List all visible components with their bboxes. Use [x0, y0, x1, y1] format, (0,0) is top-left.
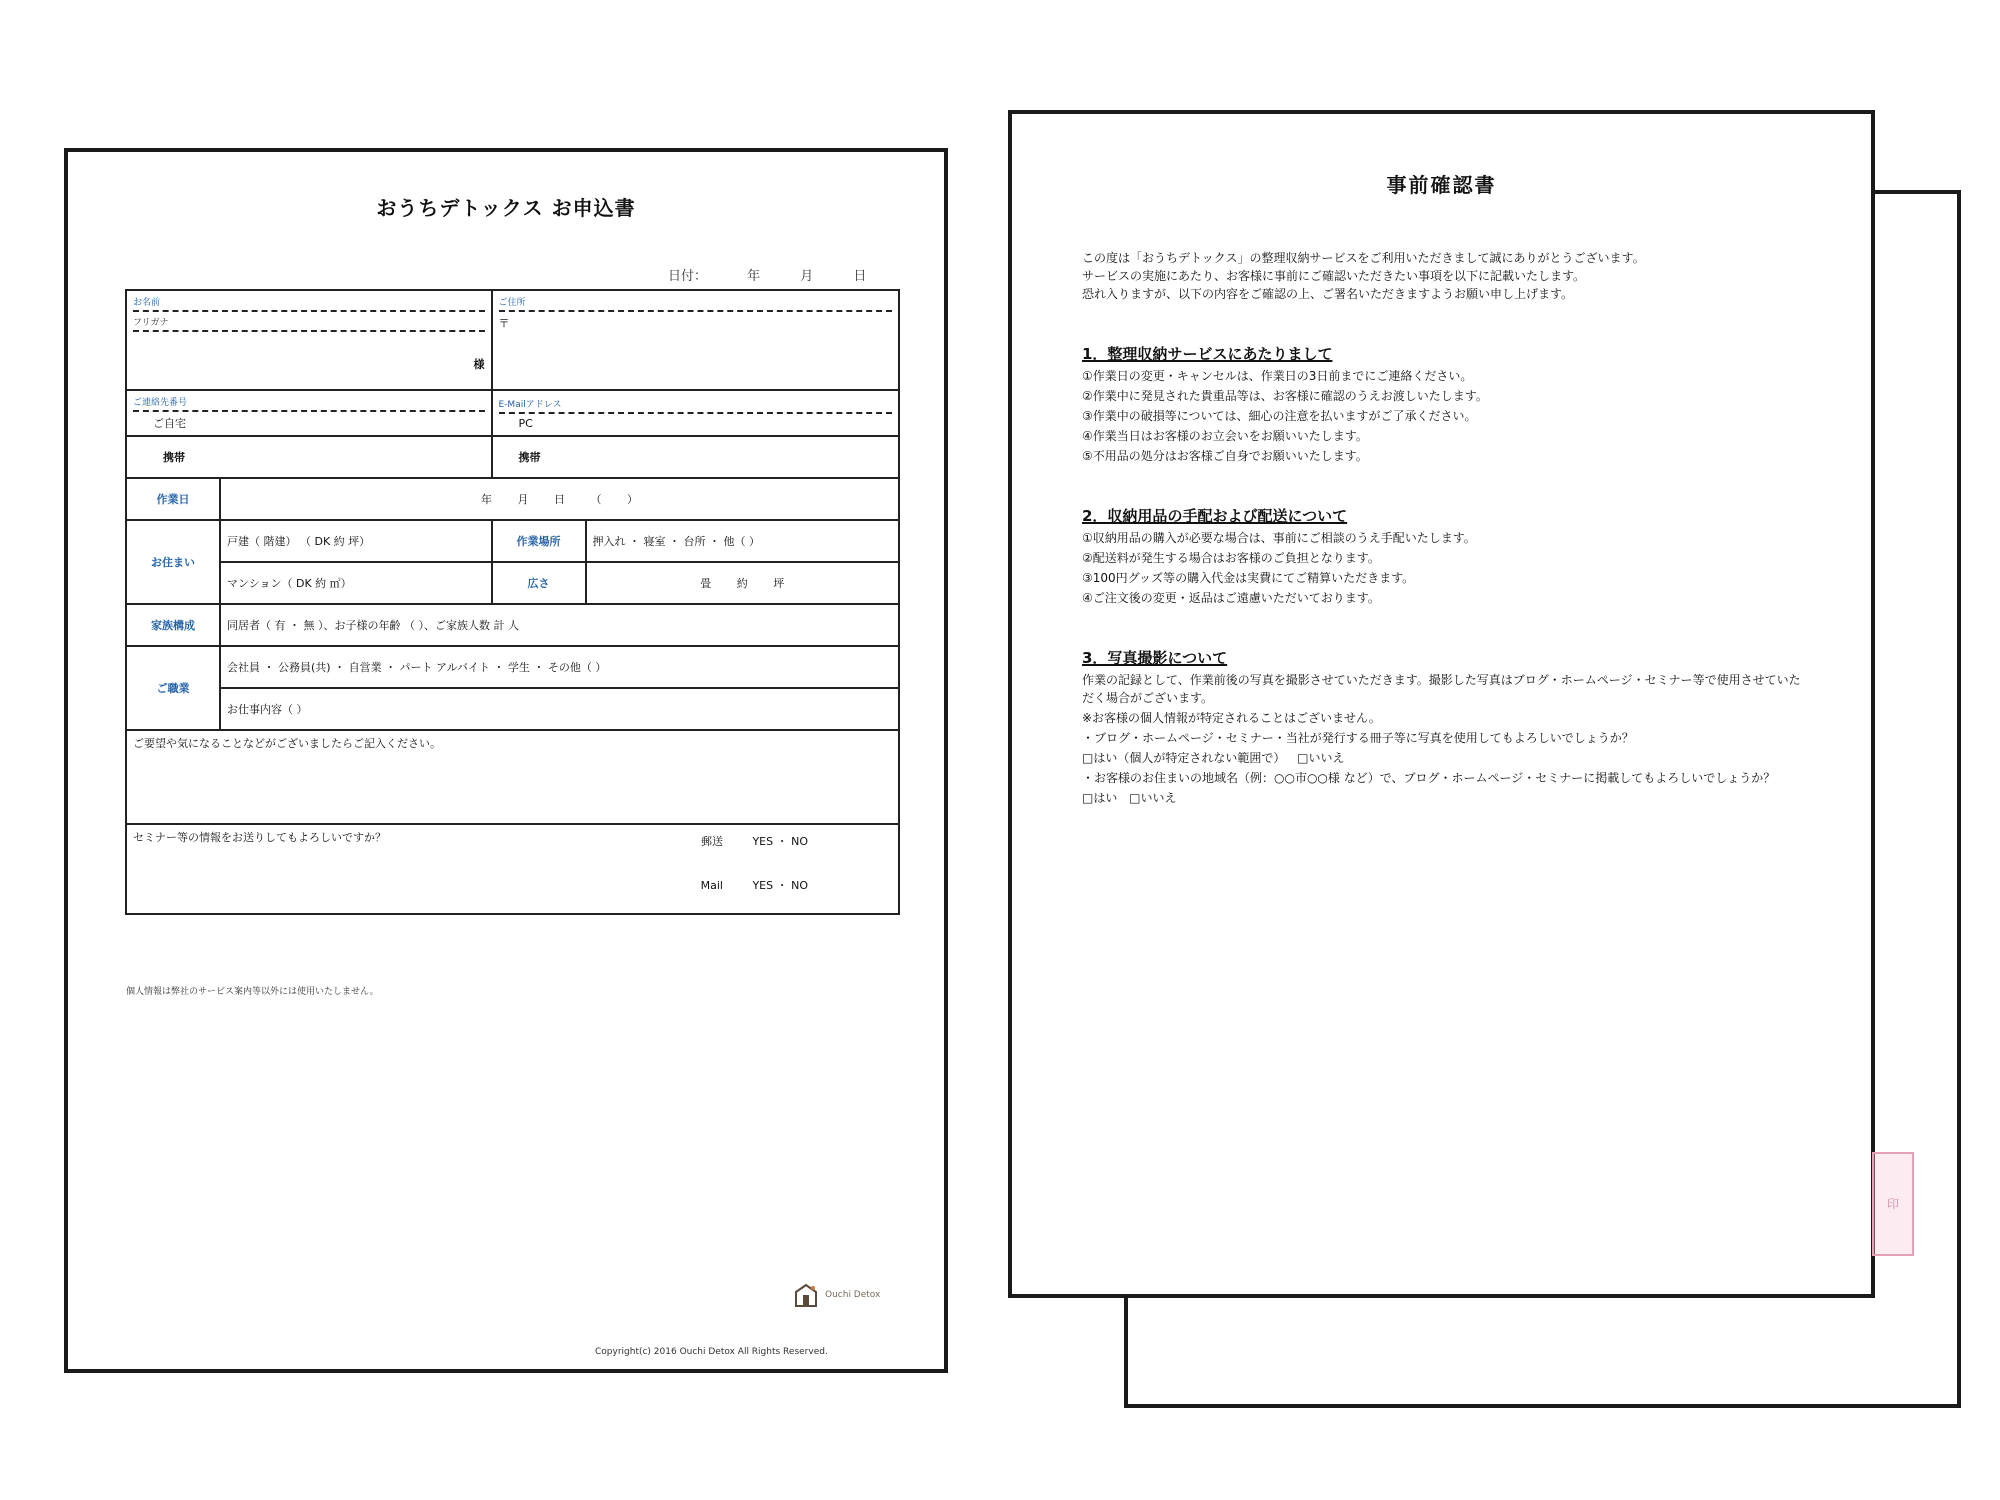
- photo-question-1: ・ブログ・ホームページ・セミナー・当社が発行する冊子等に写真を使用してもよろしいでしょうか？: [1082, 731, 1634, 745]
- work-place-label: 作業場所: [492, 520, 586, 562]
- house-icon: [793, 1282, 819, 1308]
- newsletter-mail-option[interactable]: Mail YES ・ NO: [700, 879, 808, 892]
- address-cell[interactable]: ご住所 〒: [492, 290, 900, 390]
- postal-mark: 〒: [498, 317, 510, 330]
- phone-mobile-cell[interactable]: 携帯: [126, 436, 492, 478]
- section-item: ①収納用品の購入が必要な場合は、事前にご相談のうえ手配いたします。: [1082, 531, 1476, 545]
- confirmation-document-sheet: [1008, 110, 1875, 1298]
- section-item: ②配送料が発生する場合はお客様のご負担となります。: [1082, 551, 1380, 565]
- size-label: 広さ: [492, 562, 586, 604]
- seal-stamp: 印: [1872, 1152, 1914, 1256]
- work-place-value[interactable]: 押入れ ・ 寝室 ・ 台所 ・ 他（ ）: [586, 520, 900, 562]
- privacy-footnote: 個人情報は弊社のサービス案内等以外には使用いたしません。: [126, 987, 379, 997]
- name-cell[interactable]: お名前 フリガナ 様: [126, 290, 492, 390]
- section-item: ②作業中に発見された貴重品等は、お客様に確認のうえお渡しいたします。: [1082, 389, 1488, 403]
- size-value[interactable]: 畳 約 坪: [586, 562, 900, 604]
- section-heading: 2．収納用品の手配および配送について: [1082, 507, 1348, 525]
- section-item: ⑤不用品の処分はお客様ご自身でお願いいたします。: [1082, 449, 1368, 463]
- job-detail[interactable]: お仕事内容（ ）: [220, 688, 899, 730]
- section-heading: 3．写真撮影について: [1082, 649, 1228, 667]
- application-form-sheet: [64, 148, 948, 1373]
- document-body: [1082, 249, 1812, 809]
- work-date-label: 作業日: [126, 478, 220, 520]
- notes-field[interactable]: [126, 730, 899, 824]
- section-item: ③作業中の破損等については、細心の注意を払いますがご了承ください。: [1082, 409, 1477, 423]
- notes-prompt: ご要望や気になることなどがございましたらご記入ください。: [133, 737, 441, 750]
- document-title: 事前確認書: [1386, 173, 1497, 197]
- photo-question-2: ・お客様のお住まいの地域名（例：○○市○○様 など）で、ブログ・ホームページ・セミナーに掲載してもよろしいでしょうか？: [1082, 771, 1776, 785]
- section-item: ④作業当日はお客様のお立会いをお願いいたします。: [1082, 429, 1368, 443]
- job-label: ご職業: [126, 646, 220, 730]
- section-item: ①作業日の変更・キャンセルは、作業日の3日前までにご連絡ください。: [1082, 369, 1473, 383]
- form-title: おうちデトックス お申込書: [376, 196, 636, 220]
- copyright-text: Copyright(c) 2016 Ouchi Detox All Rights Reserved.: [595, 1347, 828, 1357]
- job-value[interactable]: 会社員 ・ 公務員(共) ・ 自営業 ・ パート アルバイト ・ 学生 ・ その他（ ）: [220, 646, 899, 688]
- work-date-value[interactable]: 年 月 日 （ ）: [220, 478, 899, 520]
- intro-line: サービスの実施にあたり、お客様に事前にご確認いただきたい事項を以下に記載いたします。: [1082, 269, 1586, 283]
- section-heading: 1．整理収納サービスにあたりまして: [1082, 345, 1333, 363]
- newsletter-post-option[interactable]: 郵送 YES ・ NO: [700, 835, 808, 848]
- newsletter-field[interactable]: [126, 824, 899, 914]
- newsletter-prompt: セミナー等の情報をお送りしてもよろしいですか？: [133, 831, 386, 844]
- honorific-label: 様: [473, 358, 485, 371]
- form-date-line: 日付： 年 月 日: [668, 269, 867, 284]
- family-value[interactable]: 同居者（ 有 ・ 無 ）、お子様の年齢 （ ）、ご家族人数 計 人: [220, 604, 899, 646]
- application-table: [125, 289, 900, 915]
- section-item: 作業の記録として、作業前後の写真を撮影させていただきます。撮影した写真はブログ・ホームページ・セミナー等で使用させていただく場合がございます。: [1082, 673, 1801, 705]
- phone-home-cell[interactable]: ご連絡先番号 ご自宅: [126, 390, 492, 436]
- section-item: ※お客様の個人情報が特定されることはございません。: [1082, 711, 1381, 725]
- ouchi-detox-logo: [793, 1282, 880, 1308]
- logo-text: Ouchi Detox: [825, 1290, 881, 1300]
- section-item: ④ご注文後の変更・返品はご遠慮いただいております。: [1082, 591, 1380, 605]
- photo-question-2-options[interactable]: □はい □いいえ: [1082, 791, 1177, 805]
- intro-line: 恐れ入りますが、以下の内容をご確認の上、ご署名いただきますようお願い申し上げます。: [1082, 287, 1574, 301]
- house-detached-row[interactable]: 戸建（ 階建） （ DK 約 坪）: [220, 520, 492, 562]
- email-mobile-cell[interactable]: 携帯: [492, 436, 900, 478]
- photo-question-1-options[interactable]: □はい（個人が特定されない範囲で） □いいえ: [1082, 751, 1345, 765]
- intro-line: この度は「おうちデトックス」の整理収納サービスをご利用いただきまして誠にありがとうございます。: [1082, 251, 1645, 265]
- house-mansion-row[interactable]: マンション（ DK 約 ㎡）: [220, 562, 492, 604]
- family-label: 家族構成: [126, 604, 220, 646]
- house-label: お住まい: [126, 520, 220, 604]
- section-item: ③100円グッズ等の購入代金は実費にてご精算いただきます。: [1082, 571, 1415, 585]
- email-pc-cell[interactable]: E-Mailアドレス PC: [492, 390, 900, 436]
